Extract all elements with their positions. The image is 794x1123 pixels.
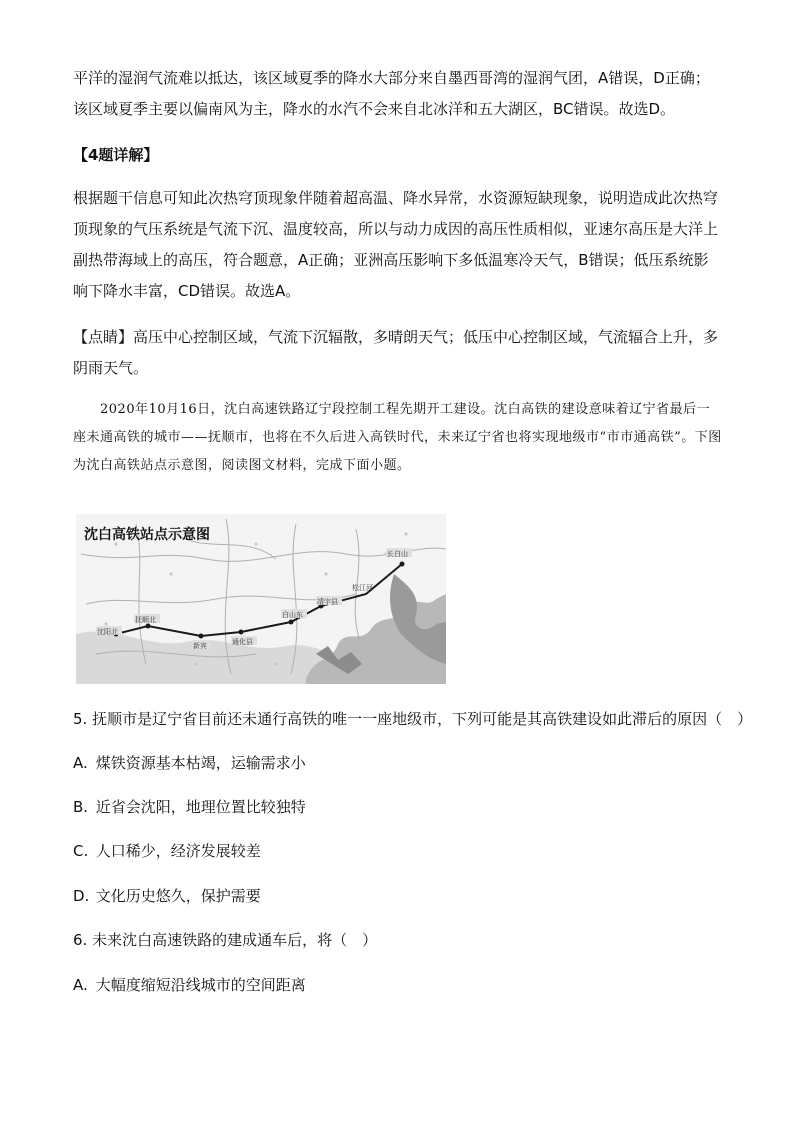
railway-map	[76, 514, 446, 684]
map-label-songjianghe: 松江河	[352, 584, 373, 592]
station-label-tonghua: 通化县	[232, 638, 253, 646]
question-6-option-a: A. 大幅度缩短沿线城市的空间距离	[73, 976, 306, 994]
question-6-stem: 6. 未来沈白高速铁路的建成通车后，将（ ）	[73, 931, 378, 949]
map-title: 沈白高铁站点示意图	[84, 527, 210, 543]
station-label-shenyang: 沈阳北	[97, 628, 118, 636]
question-4-detail: 根据题干信息可知此次热穹顶现象伴随着超高温、降水异常，水资源短缺现象，说明造成此次热穹顶现象的气压系统是气流下沉、温度较高，所以与动力成因的高压性质相似，亚速尔高压是大洋上副热带海域上的高压，符合题意，A正确；亚洲高压影响下多低温寒冷天气，B错误；低压系统影响下降水丰富，CD错误。故选A。	[73, 189, 719, 300]
tips-note: 【点睛】高压中心控制区域，气流下沉辐散，多晴朗天气；低压中心控制区域，气流辐合上升，多阴雨天气。	[73, 328, 719, 377]
station-label-changbaishan: 长白山	[387, 550, 408, 558]
question-5-option-c: C. 人口稀少，经济发展较差	[73, 842, 261, 860]
station-label-fushun: 抚顺北	[135, 616, 156, 624]
question-5-option-a: A. 煤铁资源基本枯竭，运输需求小	[73, 754, 306, 772]
railway-map-image	[76, 514, 446, 684]
question-5-stem: 5. 抚顺市是辽宁省目前还未通行高铁的唯一一座地级市，下列可能是其高铁建设如此滞后的原因（ ）	[73, 710, 753, 728]
material-intro: 2020年10月16日，沈白高速铁路辽宁段控制工程先期开工建设。沈白高铁的建设意味着辽宁省最后一座未通高铁的城市——抚顺市，也将在不久后进入高铁时代，未来辽宁省也将实现地级市“市市通高铁”。下图为沈白高铁站点示意图，阅读图文材料，完成下面小题。	[73, 402, 722, 473]
station-label-jingyu: 靖宇县	[317, 598, 338, 606]
station-label-baishan: 白山东	[282, 611, 303, 619]
question-5-option-b: B. 近省会沈阳，地理位置比较独特	[73, 798, 306, 816]
previous-explanation: 平洋的湿润气流难以抵达，该区域夏季的降水大部分来自墨西哥湾的湿润气团，A错误，D正确；该区域夏季主要以偏南风为主，降水的水汽不会来自北冰洋和五大湖区，BC错误。故选D。	[73, 69, 710, 118]
question-4-heading: 【4题详解】	[73, 146, 159, 164]
question-5-option-d: D. 文化历史悠久，保护需要	[73, 887, 261, 905]
station-label-xinbin: 新宾	[193, 642, 207, 650]
